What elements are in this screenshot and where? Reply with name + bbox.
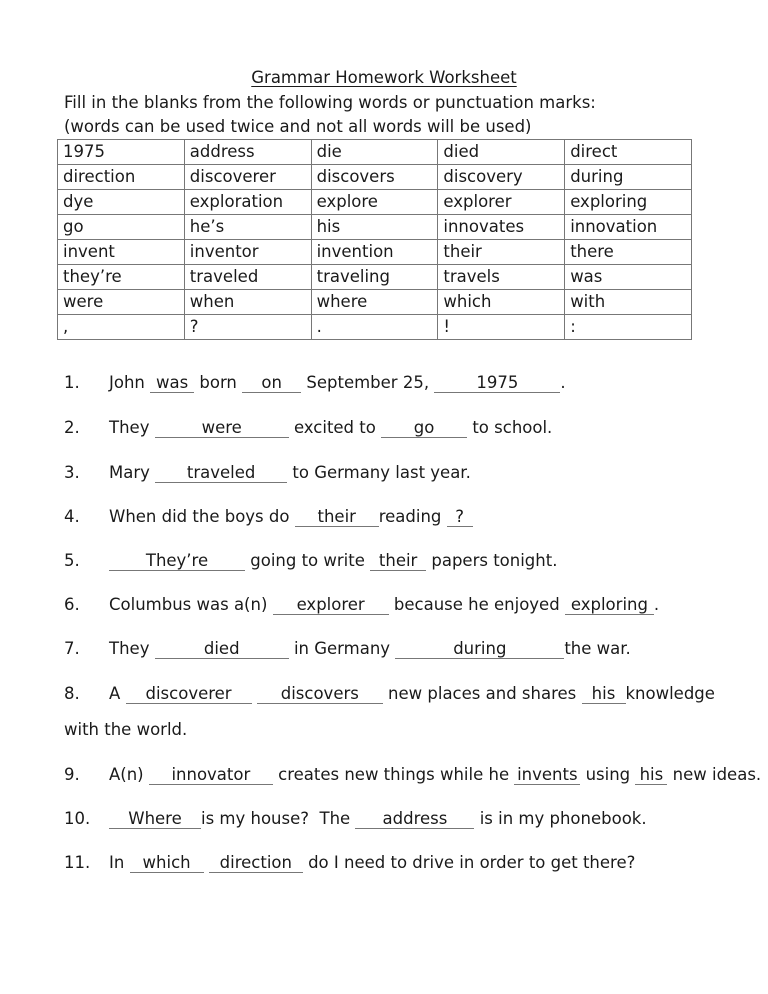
word-bank-row xyxy=(58,215,692,240)
word-bank-cell: , xyxy=(58,315,185,340)
question-number: 7. xyxy=(64,639,80,658)
word-bank-cell: traveling xyxy=(311,265,438,290)
word-bank-row xyxy=(58,315,692,340)
word-bank-cell: direction xyxy=(58,165,185,190)
question-number: 2. xyxy=(64,418,80,437)
question-text xyxy=(109,551,557,571)
answer-blank[interactable]: was xyxy=(150,373,194,393)
question-text-segment: in Germany xyxy=(288,639,396,658)
question-text-segment: to school. xyxy=(467,418,553,437)
question-text-segment: going to write xyxy=(245,551,371,570)
word-bank-row xyxy=(58,265,692,290)
word-bank-cell: invention xyxy=(311,240,438,265)
question-number: 6. xyxy=(64,595,80,614)
question-text-segment: is my house? The xyxy=(201,809,356,828)
question-text-segment: Mary xyxy=(109,463,156,482)
word-bank-cell: died xyxy=(438,140,565,165)
word-bank-cell: were xyxy=(58,290,185,315)
worksheet-title: Grammar Homework Worksheet xyxy=(251,68,517,87)
word-bank-row xyxy=(58,165,692,190)
word-bank-cell: direct xyxy=(565,140,692,165)
word-bank-cell: they’re xyxy=(58,265,185,290)
word-bank-cell: innovates xyxy=(438,215,565,240)
answer-blank[interactable]: exploring xyxy=(565,595,654,615)
question-text xyxy=(109,373,566,393)
answer-blank[interactable]: died xyxy=(155,639,289,659)
word-bank-cell: his xyxy=(311,215,438,240)
word-bank-cell: there xyxy=(565,240,692,265)
question-text-segment: knowledge xyxy=(625,684,715,703)
word-bank-row xyxy=(58,290,692,315)
question-text-segment: because he enjoyed xyxy=(388,595,565,614)
question-text xyxy=(109,595,659,615)
question-text xyxy=(109,463,471,483)
answer-blank[interactable]: which xyxy=(130,853,204,873)
question-text-segment: When did the boys do xyxy=(109,507,295,526)
question-text-segment: They xyxy=(109,639,155,658)
question-text-segment: papers tonight. xyxy=(426,551,558,570)
answer-blank[interactable]: during xyxy=(395,639,564,659)
question-number: 5. xyxy=(64,551,80,570)
word-bank-cell: discovers xyxy=(311,165,438,190)
question-text-segment: September 25, xyxy=(301,373,435,392)
instructions-line-2: (words can be used twice and not all words will be used) xyxy=(64,117,532,136)
answer-blank[interactable]: innovator xyxy=(149,765,273,785)
question-text-segment: using xyxy=(580,765,636,784)
question-number: 1. xyxy=(64,373,80,392)
question-text-segment: A(n) xyxy=(109,765,149,784)
word-bank-cell: discoverer xyxy=(184,165,311,190)
answer-blank[interactable]: 1975 xyxy=(434,373,560,393)
word-bank-cell: inventor xyxy=(184,240,311,265)
word-bank-cell: where xyxy=(311,290,438,315)
word-bank-cell: traveled xyxy=(184,265,311,290)
word-bank-cell: ! xyxy=(438,315,565,340)
question-number: 10. xyxy=(64,809,91,828)
word-bank-cell: : xyxy=(565,315,692,340)
answer-blank[interactable]: his xyxy=(635,765,667,785)
answer-blank[interactable]: direction xyxy=(209,853,303,873)
word-bank-cell: explorer xyxy=(438,190,565,215)
question-text xyxy=(109,507,473,527)
answer-blank[interactable]: Where xyxy=(109,809,201,829)
answer-blank[interactable]: invents xyxy=(514,765,580,785)
question-text-segment: born xyxy=(194,373,243,392)
word-bank-cell: ? xyxy=(184,315,311,340)
question-number: 9. xyxy=(64,765,80,784)
word-bank-cell: exploring xyxy=(565,190,692,215)
question-text-segment: A xyxy=(109,684,126,703)
answer-blank[interactable]: their xyxy=(370,551,426,571)
answer-blank[interactable]: discoverer xyxy=(126,684,252,704)
question-text-segment: do I need to drive in order to get there? xyxy=(302,853,636,872)
instructions-line-1: Fill in the blanks from the following words or punctuation marks: xyxy=(64,93,596,112)
word-bank-cell: during xyxy=(565,165,692,190)
question-text xyxy=(109,418,552,438)
answer-blank[interactable]: were xyxy=(155,418,289,438)
question-text-segment: to Germany last year. xyxy=(287,463,471,482)
question-text-segment: new ideas. xyxy=(667,765,762,784)
question-text xyxy=(109,684,715,704)
word-bank-cell: . xyxy=(311,315,438,340)
question-text-segment: They xyxy=(109,418,155,437)
word-bank-cell: their xyxy=(438,240,565,265)
answer-blank[interactable]: on xyxy=(242,373,301,393)
word-bank-row xyxy=(58,140,692,165)
word-bank-row xyxy=(58,190,692,215)
question-text-segment: reading xyxy=(378,507,447,526)
question-number: 11. xyxy=(64,853,91,872)
question-text-segment: the war. xyxy=(564,639,631,658)
word-bank-cell: which xyxy=(438,290,565,315)
answer-blank[interactable]: address xyxy=(355,809,474,829)
answer-blank[interactable]: explorer xyxy=(273,595,389,615)
answer-blank[interactable]: go xyxy=(381,418,467,438)
word-bank-cell: when xyxy=(184,290,311,315)
word-bank-cell: 1975 xyxy=(58,140,185,165)
question-text xyxy=(109,765,761,785)
word-bank-cell: with xyxy=(565,290,692,315)
question-text-segment: new places and shares xyxy=(382,684,582,703)
answer-blank[interactable]: traveled xyxy=(155,463,287,483)
answer-blank[interactable]: ? xyxy=(447,507,473,527)
question-continuation: with the world. xyxy=(64,720,188,739)
question-text-segment: John xyxy=(109,373,151,392)
question-text xyxy=(109,639,631,659)
question-number: 4. xyxy=(64,507,80,526)
question-text-segment: . xyxy=(653,595,660,614)
answer-blank[interactable]: discovers xyxy=(257,684,383,704)
word-bank-cell: dye xyxy=(58,190,185,215)
answer-blank[interactable]: They’re xyxy=(109,551,245,571)
answer-blank[interactable]: their xyxy=(295,507,379,527)
word-bank-cell: innovation xyxy=(565,215,692,240)
question-text-segment: creates new things while he xyxy=(272,765,515,784)
question-text-segment: is in my phonebook. xyxy=(474,809,647,828)
question-number: 3. xyxy=(64,463,80,482)
word-bank-cell: was xyxy=(565,265,692,290)
answer-blank[interactable]: his xyxy=(582,684,626,704)
question-text-segment: In xyxy=(109,853,130,872)
word-bank-cell: die xyxy=(311,140,438,165)
question-text xyxy=(109,853,635,873)
question-text-segment: . xyxy=(560,373,566,392)
word-bank-cell: go xyxy=(58,215,185,240)
question-text-segment: Columbus was a(n) xyxy=(109,595,273,614)
word-bank-cell: discovery xyxy=(438,165,565,190)
question-number: 8. xyxy=(64,684,80,703)
word-bank-cell: he’s xyxy=(184,215,311,240)
word-bank-cell: address xyxy=(184,140,311,165)
question-text-segment: excited to xyxy=(288,418,382,437)
question-text xyxy=(109,809,647,829)
word-bank-table xyxy=(57,139,692,340)
word-bank-row xyxy=(58,240,692,265)
word-bank-cell: travels xyxy=(438,265,565,290)
word-bank-cell: invent xyxy=(58,240,185,265)
word-bank-cell: exploration xyxy=(184,190,311,215)
word-bank-cell: explore xyxy=(311,190,438,215)
